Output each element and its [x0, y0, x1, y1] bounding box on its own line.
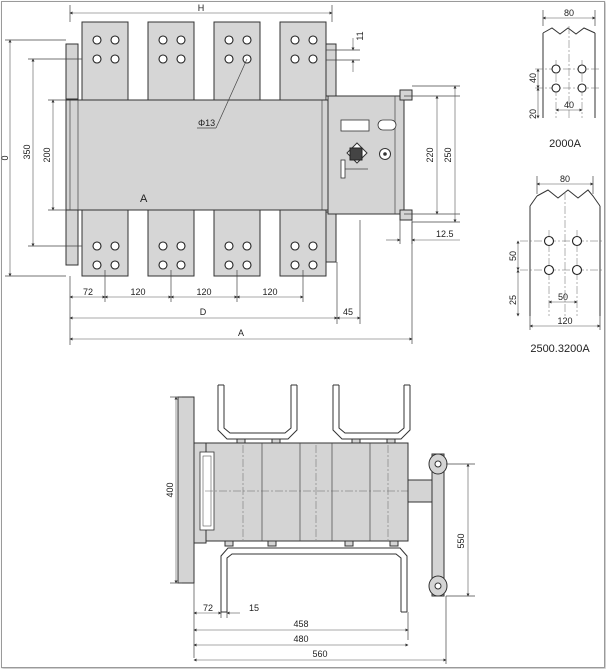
dim-80-2500: 80	[559, 174, 571, 184]
dim-20-2000: 20	[528, 108, 538, 120]
switch-body	[66, 100, 328, 210]
right-upper-bracket	[326, 44, 336, 96]
dim-H: H	[197, 3, 205, 13]
dim-15: 15	[248, 603, 260, 613]
lower-u-terminals	[221, 541, 407, 612]
dim-50-v-2500: 50	[508, 250, 518, 262]
indicator-window	[341, 120, 369, 131]
dim-120-c: 120	[262, 287, 278, 297]
operating-mechanism	[328, 96, 404, 214]
detail-2500A	[508, 174, 604, 355]
dim-350: 350	[22, 144, 32, 160]
operating-handle	[408, 454, 447, 596]
dim-40-h-2000: 40	[563, 100, 575, 110]
dim-550: 550	[456, 533, 466, 549]
section-mark-A: A	[140, 193, 148, 205]
left-lower-bracket	[66, 210, 78, 265]
dim-A: A	[237, 328, 245, 338]
upper-terminals	[82, 22, 326, 100]
dim-overall-partial: 0	[0, 155, 10, 161]
dim-220: 220	[425, 147, 435, 163]
caption-2000A: 2000A	[549, 138, 581, 150]
top-view	[0, 3, 460, 345]
hole-diameter: Φ13	[198, 118, 216, 128]
dim-11: 11	[355, 31, 365, 41]
dim-458: 458	[293, 619, 309, 629]
side-view	[165, 385, 475, 664]
dim-D: D	[199, 307, 207, 317]
dim-120-a: 120	[130, 287, 146, 297]
dim-200: 200	[42, 147, 52, 163]
dim-12-5: 12.5	[436, 229, 454, 239]
dim-25-2500: 25	[508, 294, 518, 306]
dim-120-b: 120	[196, 287, 212, 297]
lower-terminals	[82, 210, 326, 276]
side-body	[206, 443, 408, 541]
upper-u-terminals	[218, 385, 410, 445]
dim-560: 560	[312, 649, 328, 659]
right-lower-bracket	[326, 212, 336, 262]
dim-120-2500: 120	[557, 316, 573, 326]
dim-72-top: 72	[82, 287, 94, 297]
indicator-lamp	[378, 120, 396, 130]
dim-45: 45	[342, 307, 354, 317]
detail-2000A	[528, 8, 600, 150]
dim-400: 400	[165, 482, 175, 498]
dim-480: 480	[293, 634, 309, 644]
dim-250: 250	[443, 147, 453, 163]
dim-50-h-2500: 50	[557, 292, 569, 302]
caption-2500-3200A: 2500.3200A	[530, 343, 590, 355]
left-upper-bracket	[66, 44, 78, 99]
dim-72-side: 72	[202, 603, 214, 613]
dim-80-2000: 80	[563, 8, 575, 18]
dim-40-v-2000: 40	[528, 72, 538, 84]
mounting-plate	[178, 397, 194, 583]
